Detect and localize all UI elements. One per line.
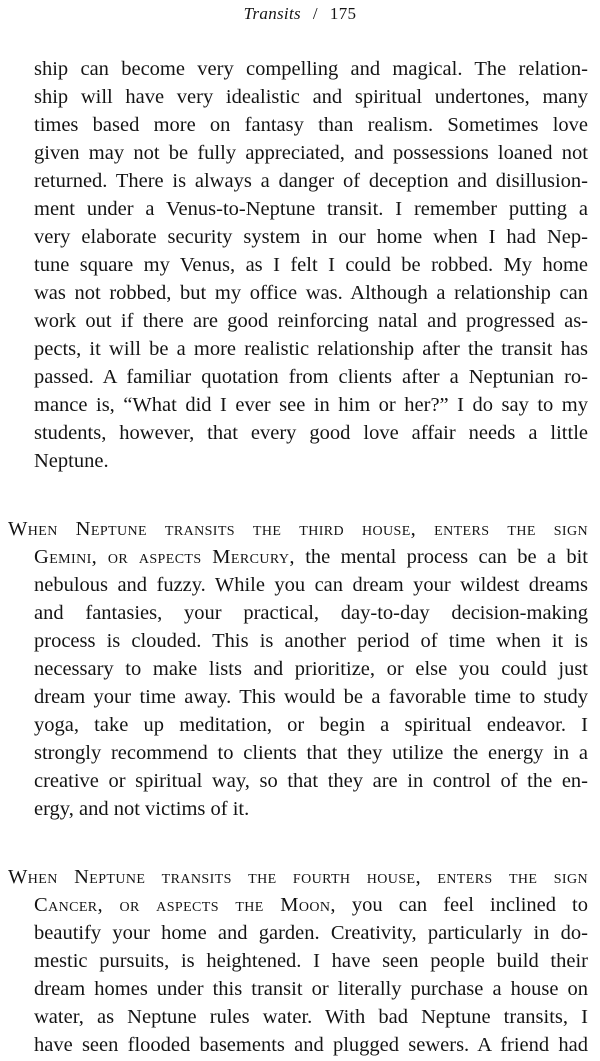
run-in-heading: Cancer, or aspects the Moon,: [34, 894, 336, 916]
text-line: water, as Neptune rules water. With bad Neptune transits, I: [34, 1006, 588, 1028]
text-line: yoga, take up meditation, or begin a spiritual endeavor. I: [34, 714, 588, 736]
text-line: times based more on fantasy than realism. Sometimes love: [34, 114, 588, 136]
text-line: Cancer, or aspects the Moon, you can feel inclined to: [34, 894, 589, 916]
text-line: ergy, and not victims of it.: [34, 798, 250, 820]
text-line: beautify your home and garden. Creativity, particularly in do-: [34, 922, 588, 944]
text-line: process is clouded. This is another period of time when it is: [34, 630, 588, 652]
run-in-heading: When Neptune transits the fourth house, enters the sign: [8, 866, 588, 888]
text-line: creative or spiritual way, so that they are in control of the en-: [34, 770, 588, 792]
running-head-title: Transits: [243, 4, 301, 23]
text-line: mance is, “What did I ever see in him or her?” I do say to my: [34, 394, 588, 416]
text-line: strongly recommend to clients that they utilize the energy in a: [34, 742, 588, 764]
text-line: [8, 516, 588, 542]
text-line: mestic pursuits, is heightened. I have seen people build their: [34, 950, 588, 972]
run-in-heading: When Neptune transits the third house, enters the sign: [8, 518, 588, 540]
running-head: [0, 4, 600, 24]
page-number: 175: [329, 4, 357, 23]
text-line: passed. A familiar quotation from clients after a Neptunian ro-: [34, 366, 588, 388]
text-line: returned. There is always a danger of deception and disillusion-: [34, 170, 588, 192]
text-line: very elaborate security system in our home when I had Nep-: [34, 226, 588, 248]
text-line: have seen flooded basements and plugged sewers. A friend had: [34, 1034, 588, 1056]
text-line: work out if there are good reinforcing natal and progressed as-: [34, 310, 588, 332]
text-line: tune square my Venus, as I felt I could be robbed. My home: [34, 254, 588, 276]
text-line: ment under a Venus-to-Neptune transit. I remember putting a: [34, 198, 588, 220]
text-line: Neptune.: [34, 450, 109, 472]
text-line: ship can become very compelling and magical. The relation-: [34, 58, 588, 80]
text-line: necessary to make lists and prioritize, or else you could just: [34, 658, 588, 680]
text-line: and fantasies, your practical, day-to-day decision-making: [34, 602, 588, 624]
text-line: students, however, that every good love affair needs a little: [34, 422, 588, 444]
text-line: Gemini, or aspects Mercury, the mental process can be a bit: [34, 546, 588, 568]
text-line: nebulous and fuzzy. While you can dream your wildest dreams: [34, 574, 588, 596]
run-in-heading: Gemini, or aspects Mercury,: [34, 546, 295, 568]
text-line: pects, it will be a more realistic relationship after the transit has: [34, 338, 588, 360]
text-line: dream your time away. This would be a favorable time to study: [34, 686, 588, 708]
text-line: given may not be fully appreciated, and possessions loaned not: [34, 142, 588, 164]
text-line: was not robbed, but my office was. Although a relationship can: [34, 282, 588, 304]
text-line: ship will have very idealistic and spiritual undertones, many: [34, 86, 588, 108]
text-line: dream homes under this transit or literally purchase a house on: [34, 978, 588, 1000]
running-head-separator: /: [312, 4, 318, 23]
text-line: [8, 864, 588, 890]
